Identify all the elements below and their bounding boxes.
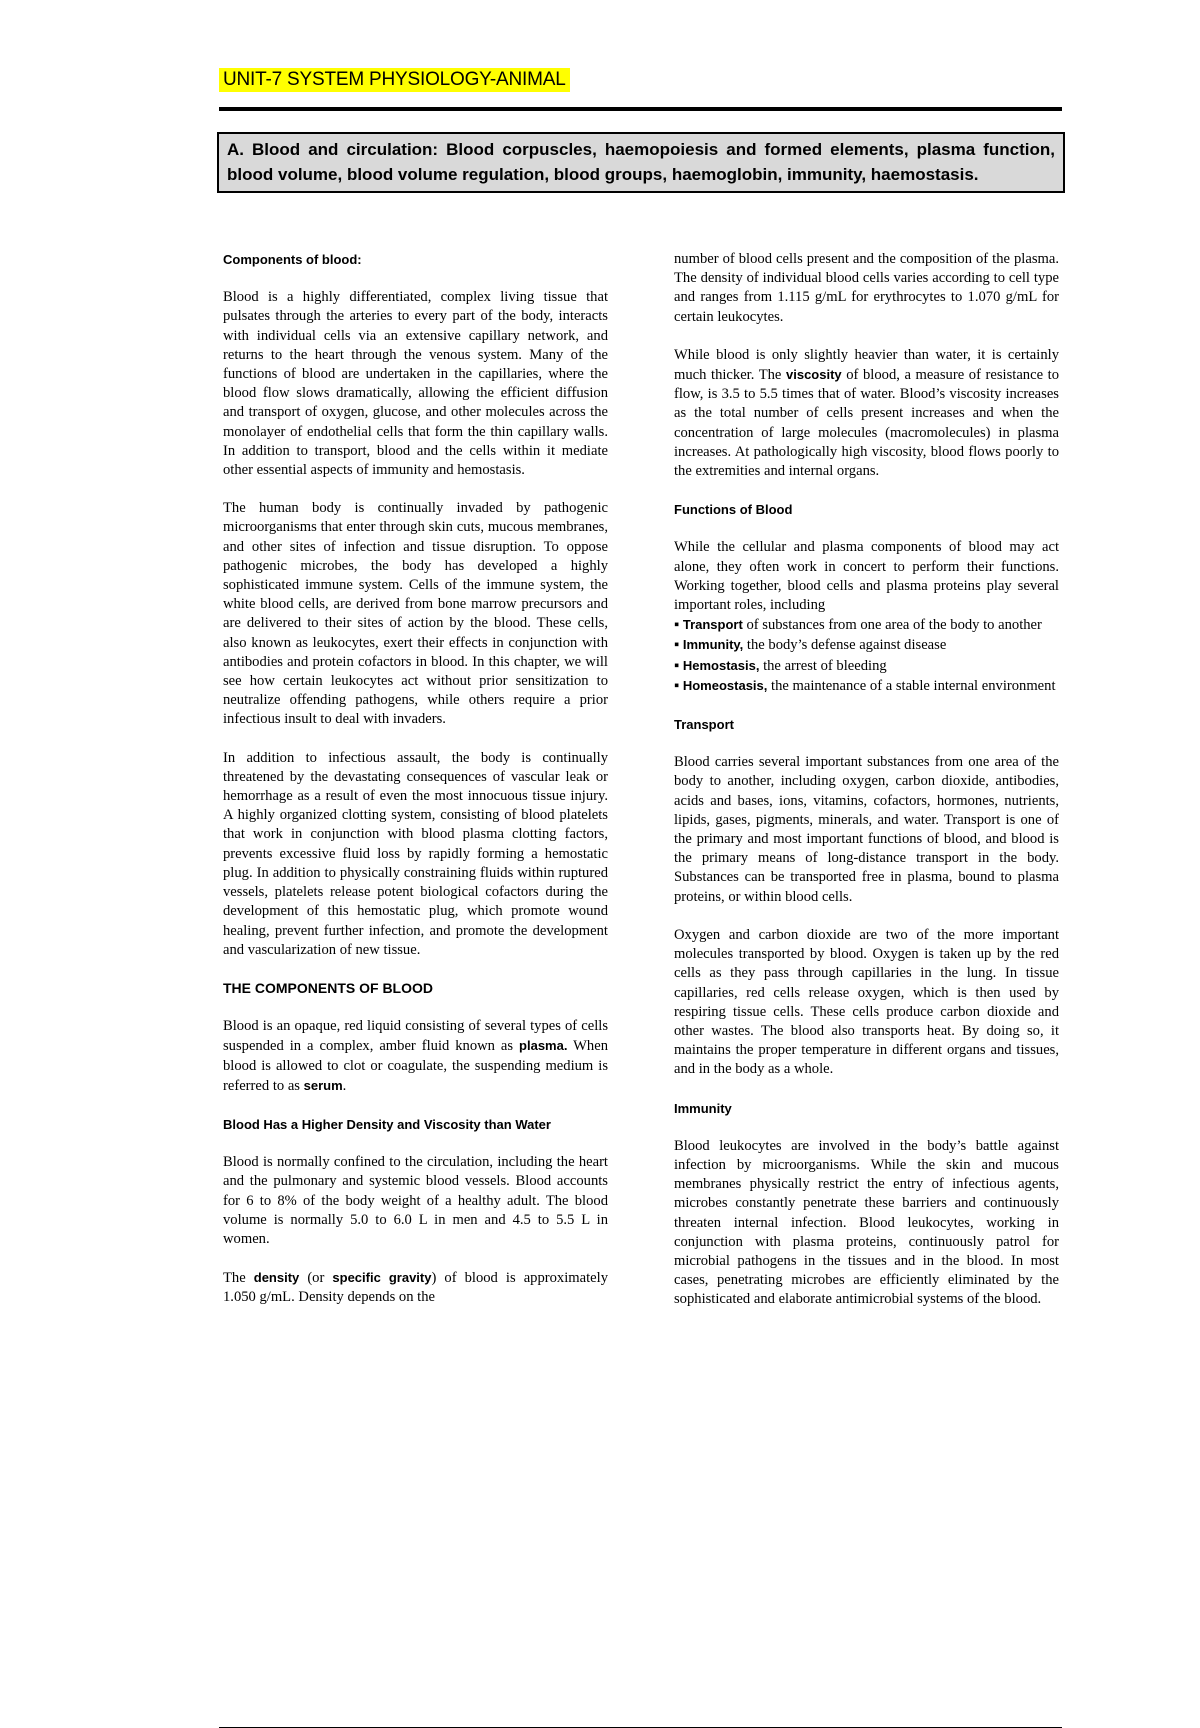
paragraph: Blood leukocytes are involved in the body’s battle against infection by microorganisms. While the skin and mucous membranes physically restrict the entry of infectious agents, microbes constantly penetrate these barriers and continuously threaten internal infection. Blood leukocytes, working in conjunction with plasma proteins, continuously patrol for microbial pathogens in the tissues and in the blood. In most cases, penetrating microbes are efficiently eliminated by the sophisticated and elaborate antimicrobial systems of the blood. (674, 1137, 1059, 1308)
heading-transport: Transport (674, 717, 734, 733)
heading-the-components-of-blood: THE COMPONENTS OF BLOOD (223, 979, 433, 996)
term-plasma: plasma. (519, 1038, 568, 1054)
paragraph-plasma: Blood is an opaque, red liquid consisting of several types of cells suspended in a complex, amber fluid known as plasma. When blood is allowed to clot or coagulate, the suspending medium is referred to as serum. (223, 1018, 609, 1094)
paragraph: While the cellular and plasma components of blood may act alone, they often work in concert to perform their functions. Working together, blood cells and plasma proteins play several important roles, including (674, 539, 1059, 614)
heading-functions-of-blood: Functions of Blood (674, 502, 793, 518)
paragraph-density: The density (or specific gravity) of blood is approximately 1.050 g/mL. Density depends on the (223, 1270, 608, 1306)
paragraph: number of blood cells present and the composition of the plasma. The density of individual blood cells varies according to cell type and ranges from 1.115 g/mL for erythrocytes to 1.070 g/mL for certain leukocytes. (674, 251, 1059, 325)
bullet-icon: ▪ (674, 677, 680, 694)
heading-density-viscosity: Blood Has a Higher Density and Viscosity than Water (223, 1116, 551, 1132)
unit-title: UNIT-7 SYSTEM PHYSIOLOGY-ANIMAL (219, 68, 570, 92)
header-rule (219, 107, 1062, 111)
bullet-icon: ▪ (674, 657, 680, 674)
paragraph-viscosity: While blood is only slightly heavier than water, it is certainly much thicker. The viscosity of blood, a measure of resistance to flow, is 3.5 to 5.5 times that of water. Blood’s viscosity increases as the total number of cells present increases and when the concentration of large molecules (macromolecules) in plasma increases. At pathologically high viscosity, blood flows poorly to the extremities and internal organs. (674, 346, 1059, 480)
paragraph: The human body is continually invaded by pathogenic microorganisms that enter through skin cuts, mucous membranes, and other sites of infection and tissue disruption. To oppose pathogenic microbes, the body has developed a highly sophisticated immune system. Cells of the immune system, the white blood cells, are derived from bone marrow precursors and are delivered to their sites of action by the blood. These cells, also known as leukocytes, exert their effects in conjunction with antibodies and protein cofactors in blood. In this chapter, we will see how certain leukocytes act without prior sensitization to neutralize offending pathogens, while others require a prior infectious insult to deal with invaders. (223, 500, 608, 728)
paragraph: In addition to infectious assault, the body is continually threatened by the devastating consequences of vascular leak or hemorrhage as a result of even the most innocuous tissue injury. A highly organized clotting system, consisting of blood platelets that work in conjunction with blood plasma clotting factors, prevents excessive fluid loss by rapidly forming a hemostatic plug. In addition to physically constraining fluids within ruptured vessels, platelets release potent biological cofactors during the development of this hemostatic plug, which promote wound healing, prevent further infection, and promote the development and vascularization of new tissue. (223, 749, 608, 958)
section-title-box: A. Blood and circulation: Blood corpuscles, haemopoiesis and formed elements, plasma function, blood volume, blood volume regulation, blood groups, haemoglobin, immunity, haemostasis. (217, 132, 1065, 193)
list-item: ▪ Hemostasis, the arrest of bleeding (674, 657, 887, 674)
bullet-icon: ▪ (674, 617, 680, 634)
list-item: ▪ Transport of substances from one area of the body to another (674, 617, 1042, 634)
heading-immunity: Immunity (674, 1100, 732, 1116)
term-density: density (253, 1270, 300, 1286)
paragraph: Blood is a highly differentiated, complex living tissue that pulsates through the arteries to every part of the body, interacts with individual cells via an extensive capillary network, and returns to the heart through the venous system. Many of the functions of blood are undertaken in the capillaries, where the blood flow slows dramatically, allowing the efficient diffusion and transport of oxygen, glucose, and other molecules across the monolayer of endothelial cells that form the thin capillary walls. In addition to transport, blood and the cells within it mediate other essential aspects of immunity and hemostasis. (223, 289, 608, 479)
list-item: ▪ Immunity, the body’s defense against disease (674, 637, 947, 654)
paragraph: Oxygen and carbon dioxide are two of the more important molecules transported by blood. Oxygen is taken up by the red cells as they pass through capillaries in the lung. In tissue capillaries, red cells release oxygen, which is then used by respiring tissue cells. These cells produce carbon dioxide and other wastes. The blood also transports heat. By doing so, it maintains the proper temperature in different organs and tissues, and in the body as a whole. (674, 926, 1059, 1078)
left-column (223, 250, 608, 1308)
term-serum: serum (303, 1077, 343, 1093)
paragraph: Blood is normally confined to the circulation, including the heart and the pulmonary and systemic blood vessels. Blood accounts for 6 to 8% of the body weight of a healthy adult. The blood volume is normally 5.0 to 6.0 L in men and 4.5 to 5.5 L in women. (223, 1154, 608, 1247)
right-column (674, 250, 1059, 1310)
list-item: ▪ Homeostasis, the maintenance of a stable internal environment (674, 677, 1056, 694)
term-specific-gravity: specific gravity (332, 1270, 432, 1286)
bullet-icon: ▪ (674, 637, 680, 654)
paragraph: Blood carries several important substances from one area of the body to another, including oxygen, carbon dioxide, antibodies, acids and bases, ions, vitamins, cofactors, hormones, nutrients, lipids, gases, pigments, minerals, and water. Transport is one of the primary and most important functions of blood, and blood is the primary means of long-distance transport in the body. Substances can be transported free in plasma, bound to plasma proteins, or within blood cells. (674, 754, 1059, 905)
term-viscosity: viscosity (786, 367, 842, 383)
heading-components-of-blood: Components of blood: (223, 252, 362, 267)
